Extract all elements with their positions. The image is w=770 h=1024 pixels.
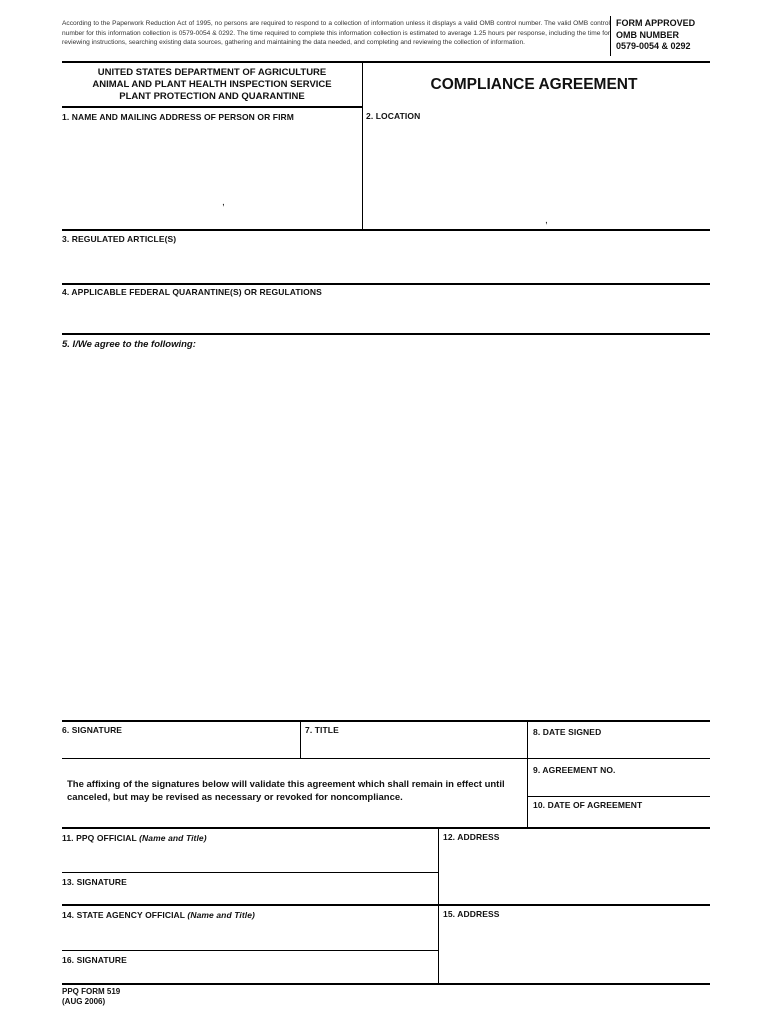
field-2-label: 2. LOCATION	[366, 111, 421, 121]
rule-6	[62, 720, 710, 722]
rule-4	[62, 283, 710, 285]
field-14-label	[62, 910, 255, 920]
field-11-note: (Name and Title)	[139, 833, 207, 843]
field-14-note: (Name and Title)	[187, 910, 255, 920]
ppq-official-input[interactable]	[64, 846, 438, 870]
agency-bottom-rule	[62, 106, 363, 108]
field-13-label: 13. SIGNATURE	[62, 877, 127, 887]
field-1-label: 1. NAME AND MAILING ADDRESS OF PERSON OR FIRM	[62, 112, 294, 122]
form-title: COMPLIANCE AGREEMENT	[430, 76, 638, 93]
field-5-label: 5. I/We agree to the following:	[62, 339, 196, 350]
field-7-label: 7. TITLE	[305, 725, 339, 735]
field-2-comma: ,	[545, 215, 548, 226]
rule-13	[62, 872, 439, 873]
title-input[interactable]	[305, 738, 527, 758]
ppq-address-input[interactable]	[443, 846, 709, 906]
sig-title-divider	[300, 721, 301, 758]
state-official-input[interactable]	[64, 923, 438, 947]
form-footer	[62, 987, 120, 1007]
field-12-label: 12. ADDRESS	[443, 832, 500, 842]
date-signed-input[interactable]	[533, 740, 709, 758]
field-3-label: 3. REGULATED ARTICLE(S)	[62, 234, 177, 244]
omb-number-label: OMB NUMBER	[616, 29, 679, 40]
quarantine-regulations-input[interactable]	[64, 300, 708, 330]
agency-line-1: UNITED STATES DEPARTMENT OF AGRICULTURE	[97, 67, 327, 78]
notice-divider	[610, 16, 611, 56]
rule-5	[62, 333, 710, 335]
field-15-label: 15. ADDRESS	[443, 909, 500, 919]
sig-row-bottom	[62, 758, 528, 759]
validation-text: The affixing of the signatures below will validate this agreement which shall remain in effect until canceled, but may be revised as necessary or revoked for noncompliance.	[67, 779, 505, 803]
field-9-label: 9. AGREEMENT NO.	[533, 765, 616, 775]
field-10-top	[527, 796, 710, 797]
field-14-text: 14. STATE AGENCY OFFICIAL	[62, 910, 185, 920]
field-10-label: 10. DATE OF AGREEMENT	[533, 800, 643, 810]
rule-16	[62, 950, 439, 951]
paperwork-notice: According to the Paperwork Reduction Act of 1995, no persons are required to respond to a collection of information unless it displays a valid OMB control number. The valid OMB control number for this information collection is 0579-0054 & 0292. The time required to complete this information collection is estimated to average 1.25 hours per response, including the time for reviewing instructions, searching existing data sources, gathering and maintaining the data needed, and completing and reviewing the collection of information.	[62, 20, 610, 47]
omb-block	[616, 18, 695, 53]
bottom-rule	[62, 983, 710, 985]
address-divider	[438, 828, 439, 984]
rule-3	[62, 229, 710, 231]
state-signature-input[interactable]	[64, 967, 438, 983]
field-11-label	[62, 833, 207, 843]
agreement-no-input[interactable]	[533, 778, 709, 796]
state-address-input[interactable]	[443, 923, 709, 983]
ppq-signature-input[interactable]	[64, 889, 438, 905]
date-of-agreement-input[interactable]	[533, 812, 709, 827]
name-address-input[interactable]	[64, 126, 362, 228]
rule-14	[62, 904, 710, 906]
signature-input[interactable]	[64, 738, 300, 758]
agency-line-3: PLANT PROTECTION AND QUARANTINE	[119, 91, 305, 102]
top-rule	[62, 61, 710, 63]
agency-block	[62, 67, 362, 103]
form-number: PPQ FORM 519	[62, 987, 121, 996]
field-11-text: 11. PPQ OFFICIAL	[62, 833, 137, 843]
omb-number: 0579-0054 & 0292	[616, 41, 691, 51]
field-8-label: 8. DATE SIGNED	[533, 727, 602, 737]
right-column-divider	[527, 721, 528, 827]
form-edition: (AUG 2006)	[62, 997, 106, 1006]
field-9-top	[527, 758, 710, 759]
location-input[interactable]	[368, 125, 708, 229]
agency-line-2: ANIMAL AND PLANT HEALTH INSPECTION SERVICE	[92, 79, 332, 90]
regulated-articles-input[interactable]	[64, 248, 708, 278]
header-divider	[362, 62, 363, 230]
form-approved-label: FORM APPROVED	[616, 18, 696, 28]
field-6-label: 6. SIGNATURE	[62, 725, 123, 735]
field-4-label: 4. APPLICABLE FEDERAL QUARANTINE(S) OR REGULATIONS	[62, 287, 322, 297]
field-1-comma: ,	[222, 197, 225, 208]
agreement-terms-input[interactable]	[64, 356, 708, 715]
field-16-label: 16. SIGNATURE	[62, 955, 127, 965]
rule-11	[62, 827, 710, 829]
